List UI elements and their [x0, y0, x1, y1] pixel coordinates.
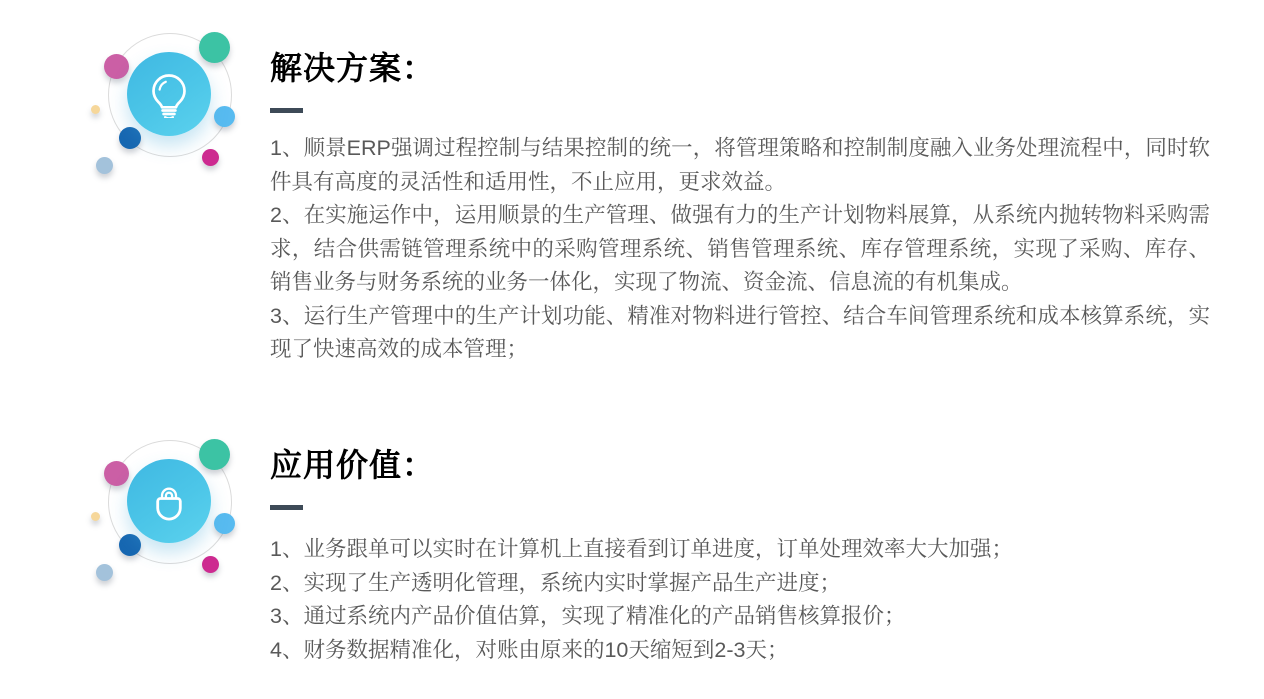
solution-title: 解决方案：: [270, 50, 436, 86]
decor-dot-dark-blue: [119, 127, 141, 149]
decor-dot-teal: [199, 439, 230, 470]
value-badge: [127, 459, 211, 543]
solution-paragraph-2: 2、在实施运作中，运用顺景的生产管理、做强有力的生产计划物料展算，从系统内抛转物料采购需求，结合供需链管理系统中的采购管理系统、销售管理系统、库存管理系统，实现了采购、库存、销售业务与财务系统的业务一体化，实现了物流、资金流、信息流的有机集成。: [270, 203, 1210, 294]
decor-dot-magenta: [202, 556, 219, 573]
solution-icon-group: [88, 28, 238, 188]
decor-dot-dark-blue: [119, 534, 141, 556]
solution-title-dash: [270, 108, 303, 113]
solution-section: [270, 50, 1210, 367]
solution-paragraph-1: 1、顺景ERP强调过程控制与结果控制的统一，将管理策略和控制制度融入业务处理流程中，同时软件具有高度的灵活性和适用性，不止应用，更求效益。: [270, 136, 1210, 194]
decor-dot-magenta: [202, 149, 219, 166]
decor-dot-light-blue: [214, 513, 235, 534]
lock-icon: [145, 477, 193, 525]
decor-dot-pink: [104, 54, 129, 79]
value-paragraphs: [270, 533, 1210, 667]
value-section: [270, 447, 1210, 667]
value-title: 应用价值：: [270, 447, 436, 483]
decor-dot-pale-blue: [96, 564, 113, 581]
value-title-dash: [270, 505, 303, 510]
solution-badge: [127, 52, 211, 136]
value-paragraph-3: 3、通过系统内产品价值估算，实现了精准化的产品销售核算报价；: [270, 604, 906, 628]
decor-dot-yellow: [91, 512, 100, 521]
decor-dot-pink: [104, 461, 129, 486]
value-paragraph-4: 4、财务数据精准化，对账由原来的10天缩短到2-3天；: [270, 637, 789, 662]
value-paragraph-1: 1、业务跟单可以实时在计算机上直接看到订单进度，订单处理效率大大加强；: [270, 537, 1013, 561]
lightbulb-icon: [145, 70, 193, 118]
decor-dot-teal: [199, 32, 230, 63]
solution-paragraphs: [270, 132, 1210, 367]
solution-paragraph-3: 3、运行生产管理中的生产计划功能、精准对物料进行管控、结合车间管理系统和成本核算系统，实现了快速高效的成本管理；: [270, 303, 1210, 361]
decor-dot-light-blue: [214, 106, 235, 127]
decor-dot-yellow: [91, 105, 100, 114]
value-paragraph-2: 2、实现了生产透明化管理，系统内实时掌握产品生产进度；: [270, 570, 841, 595]
decor-dot-pale-blue: [96, 157, 113, 174]
value-icon-group: [88, 435, 238, 595]
